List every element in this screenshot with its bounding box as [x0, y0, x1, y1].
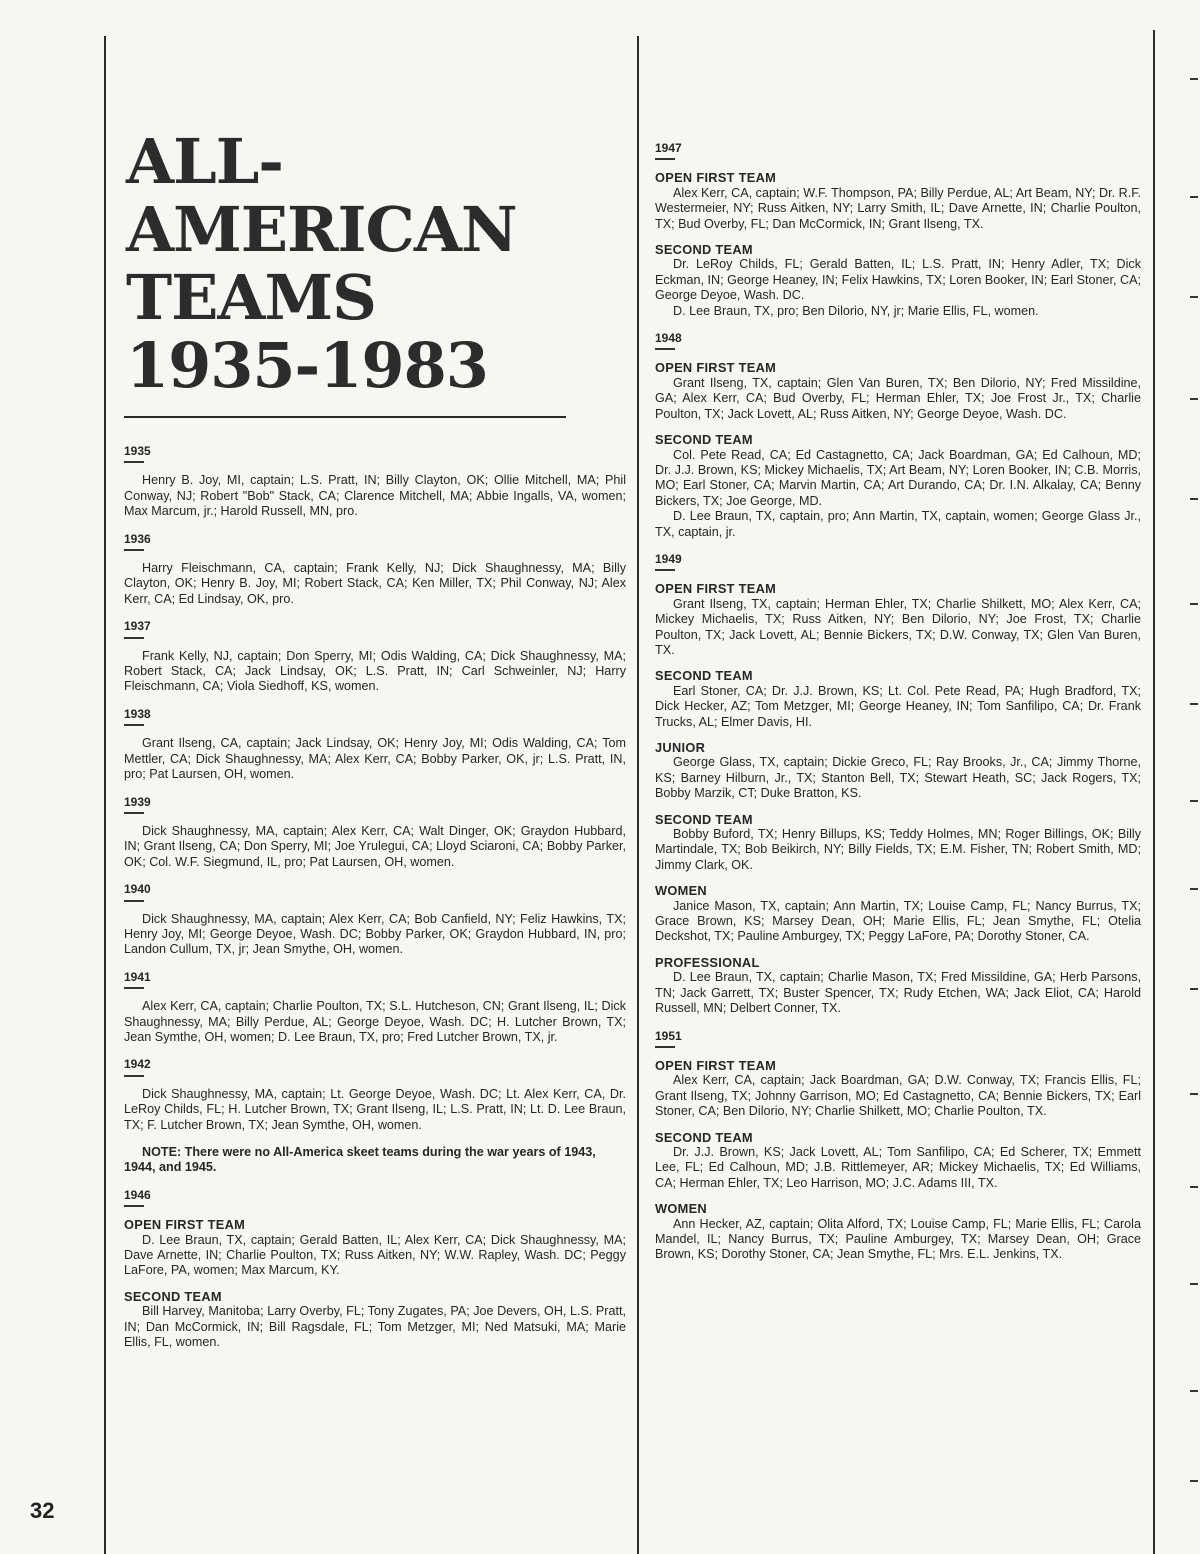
roster-text: Alex Kerr, CA, captain; W.F. Thompson, PA; Billy Perdue, AL; Art Beam, NY; Dr. R.F. Westermeier, NY; Russ Aitken, NY; Larry Smith, IL; Dave Arnette, IN; Charlie Poulton, TX; Bud Overby, FL; Dan McCormick, IN; Grant Ilseng, TX.	[655, 185, 1141, 231]
roster-text: Henry B. Joy, MI, captain; L.S. Pratt, IN; Billy Clayton, OK; Ollie Mitchell, MA; Phil Conway, NJ; Robert "Bob" Stack, CA; Clarence Mitchell, MA; Abbie Ingalls, VA, women; Max Marcum, jr.; Harold Russell, MN, pro.	[124, 473, 626, 519]
page-number: 32	[30, 1498, 55, 1523]
team-heading: OPEN FIRST TEAM	[655, 360, 777, 376]
edge-mark	[1190, 603, 1198, 605]
roster-text: Col. Pete Read, CA; Ed Castagnetto, CA; Jack Boardman, GA; Ed Calhoun, MD; Dr. J.J. Brown, KS; Mickey Michaelis, TX; Art Beam, NY; Loren Booker, IN; C.B. Morris, MO; Earl Stoner, CA; Marvin Martin, CA; Art Durando, CA; Dr. I.N. Alkalay, CA; Benny Bickers, TX; Joe George, MD.	[655, 447, 1141, 508]
year-heading: 1947	[655, 141, 682, 160]
title-line: AMERICAN	[126, 193, 517, 266]
year-section	[124, 619, 626, 695]
column-divider-rule	[637, 36, 639, 1554]
roster-text: Grant Ilseng, CA, captain; Jack Lindsay, OK; Henry Joy, MI; Odis Walding, CA; Tom Mettler, CA; Dick Shaughnessy, MA; Alex Kerr, CA; Bobby Parker, OK, jr; L.S. Pratt, IN, pro; Pat Laursen, OH, women.	[124, 736, 626, 782]
roster-text: Dick Shaughnessy, MA, captain; Lt. George Deyoe, Wash. DC; Lt. Alex Kerr, CA, Dr. LeRoy Childs, FL; H. Lutcher Brown, TX; Grant Ilseng, IL; L.S. Pratt, IN; Lt. D. Lee Braun, TX; F. Lutcher Brown, TX; Jean Symthe, OH, women.	[124, 1086, 626, 1132]
year-section	[655, 331, 1141, 540]
roster-text: Janice Mason, TX, captain; Ann Martin, TX; Louise Camp, FL; Nancy Burrus, TX; Grace Brown, KS; Marsey Dean, OH; Marie Ellis, FL; Jean Smythe, FL; Otelia Deckshot, TX; Pauline Amburgey, TX; Peggy LaFore, PA; Dorothy Stoner, CA.	[655, 898, 1141, 944]
roster-text: Grant Ilseng, TX, captain; Glen Van Buren, TX; Ben Dilorio, NY; Fred Missildine, GA; Alex Kerr, CA; Bud Overby, FL; Herman Ehler, TX; Joe Frost Jr., TX; Charlie Poulton, TX; Jack Lovett, AL; Russ Aitken, NY; George Deyoe, Wash. DC.	[655, 375, 1141, 421]
team-section	[655, 1058, 1141, 1120]
year-section	[655, 141, 1141, 319]
team-heading: PROFESSIONAL	[655, 954, 760, 970]
roster-text: Alex Kerr, CA, captain; Charlie Poulton, TX; S.L. Hutcheson, CN; Grant Ilseng, IL; Dick Shaughnessy, MA; Billy Perdue, AL; George Deyoe, Wash. DC; H. Lutcher Brown, TX; Jean Symthe, OH, women; D. Lee Braun, TX, pro; Fred Lutcher Brown, TX, jr.	[124, 999, 626, 1044]
year-heading: 1948	[655, 331, 682, 350]
edge-mark	[1190, 1186, 1198, 1188]
year-heading: 1941	[124, 970, 151, 989]
roster-text: Dick Shaughnessy, MA, captain; Alex Kerr, CA; Bob Canfield, NY; Feliz Hawkins, TX; Henry Joy, MI; George Deyoe, Wash. DC; Bobby Parker, OK; Graydon Hubbard, IN, pro; Landon Cullum, TX, jr; Jean Smythe, OH, women.	[124, 911, 626, 957]
team-heading: SECOND TEAM	[655, 432, 753, 448]
edge-mark	[1190, 1480, 1198, 1482]
war-years-note: NOTE: There were no All-America skeet teams during the war years of 1943, 1944, and 1945.	[124, 1145, 596, 1175]
page-title	[126, 125, 566, 402]
team-heading: WOMEN	[655, 883, 707, 899]
roster-text: Alex Kerr, CA, captain; Jack Boardman, GA; D.W. Conway, TX; Francis Ellis, FL; Grant Ilseng, TX; Johnny Garrison, MO; Ed Castagnetto, CA; Bennie Bickers, TX; Earl Stoner, CA; Ben Dilorio, NY; Charlie Shilkett, MO; Charlie Poulton, TX.	[655, 1073, 1141, 1119]
edge-mark	[1190, 296, 1198, 298]
roster-text: Harry Fleischmann, CA, captain; Frank Kelly, NJ; Dick Shaughnessy, MA; Billy Clayton, OK; Henry B. Joy, MI; Robert Stack, CA; Ken Miller, TX; Phil Conway, NJ; Alex Kerr, CA; Ed Lindsay, OK, pro.	[124, 561, 626, 606]
year-section	[124, 532, 626, 608]
team-heading: OPEN FIRST TEAM	[655, 170, 777, 186]
team-section	[655, 740, 1141, 802]
roster-text: Dick Shaughnessy, MA, captain; Alex Kerr, CA; Walt Dinger, OK; Graydon Hubbard, IN; Grant Ilseng, CA; Don Sperry, MI; Joe Yrulegui, CA; Lloyd Sciaroni, CA; Bobby Parker, OK; Col. W.F. Siegmund, IL, pro; Pat Laursen, OH, women.	[124, 823, 626, 869]
edge-mark	[1190, 398, 1198, 400]
team-heading: WOMEN	[655, 1201, 707, 1217]
team-section	[655, 883, 1141, 945]
year-section	[124, 444, 626, 520]
team-section	[124, 649, 626, 695]
team-heading: OPEN FIRST TEAM	[655, 581, 777, 597]
year-section	[124, 1188, 626, 1351]
year-heading: 1940	[124, 882, 151, 901]
team-heading: OPEN FIRST TEAM	[124, 1217, 246, 1233]
edge-mark	[1190, 78, 1198, 80]
year-section	[124, 1057, 626, 1133]
team-section	[124, 912, 626, 958]
team-heading: OPEN FIRST TEAM	[655, 1057, 777, 1073]
title-line: 1935-1983	[126, 329, 488, 402]
team-section	[124, 1217, 626, 1279]
year-section	[655, 552, 1141, 1017]
year-heading: 1938	[124, 707, 151, 726]
right-margin-rule	[1153, 30, 1155, 1554]
team-section	[124, 999, 626, 1045]
roster-text: Ann Hecker, AZ, captain; Olita Alford, TX; Louise Camp, FL; Marie Ellis, FL; Carola Mandel, IL; Nancy Burrus, TX; Pauline Amburgey, TX; Marsey Dean, OH; Grace Brown, KS; Dorothy Stoner, CA; Jean Smythe, FL; Mrs. E.L. Jenkins, TX.	[655, 1216, 1141, 1262]
edge-mark	[1190, 1093, 1198, 1095]
left-column	[124, 444, 626, 1362]
team-section	[655, 668, 1141, 730]
year-section	[124, 882, 626, 958]
roster-text: Bobby Buford, TX; Henry Billups, KS; Teddy Holmes, MN; Roger Billings, OK; Billy Martindale, TX; Bob Beikirch, NY; Billy Fields, TX; E.M. Fisher, TN; Robert Smith, MD; Jimmy Clark, OK.	[655, 827, 1141, 872]
roster-text: D. Lee Braun, TX, captain; Charlie Mason, TX; Fred Missildine, GA; Herb Parsons, TN; Jack Garrett, TX; Buster Spencer, TX; Rudy Etchen, WA; Jack Eliot, CA; Harold Russell, MN; Delbert Conner, TX.	[655, 970, 1141, 1016]
year-heading: 1935	[124, 444, 151, 463]
year-heading: 1937	[124, 619, 151, 638]
year-section	[124, 707, 626, 783]
team-section	[655, 1201, 1141, 1263]
team-heading: SECOND TEAM	[124, 1288, 222, 1304]
roster-text: Bill Harvey, Manitoba; Larry Overby, FL; Tony Zugates, PA; Joe Devers, OH, L.S. Pratt, IN; Dan McCormick, IN; Bill Ragsdale, FL; Tom Metzger, MI; Ned Matsuki, MA; Marie Ellis, FL, women.	[124, 1304, 626, 1350]
edge-mark	[1190, 1390, 1198, 1392]
year-heading: 1949	[655, 552, 682, 571]
roster-text: D. Lee Braun, TX, captain; Gerald Batten, IL; Alex Kerr, CA; Dick Shaughnessy, MA; Dave Arnette, IN; Charlie Poulton, TX; Russ Aitken, NY; W.W. Rapley, Wash. DC; Peggy LaFore, PA, women; Max Marcum, KY.	[124, 1232, 626, 1278]
edge-mark	[1190, 498, 1198, 500]
team-section	[655, 170, 1141, 232]
left-margin-rule	[104, 36, 106, 1554]
year-heading: 1946	[124, 1188, 151, 1207]
team-section	[124, 736, 626, 782]
edge-mark	[1190, 1283, 1198, 1285]
year-heading: 1936	[124, 532, 151, 551]
edge-mark	[1190, 800, 1198, 802]
team-heading: SECOND TEAM	[655, 1129, 753, 1145]
roster-text: Dr. J.J. Brown, KS; Jack Lovett, AL; Tom Sanfilipo, CA; Ed Scherer, TX; Emmett Lee, FL; Ed Calhoun, MD; J.B. Rittlemeyer, AR; Mickey Michaelis, TX; Ed Williams, CA; Herman Ehler, TX; Leo Harrison, MO; J.C. Adams III, TX.	[655, 1144, 1141, 1190]
team-section	[124, 1087, 626, 1133]
roster-text: Dr. LeRoy Childs, FL; Gerald Batten, IL; L.S. Pratt, IN; Henry Adler, TX; Dick Eckman, IN; George Heaney, IN; Felix Hawkins, TX; Loren Booker, IN; Earl Stoner, CA; George Deyoe, Wash. DC.	[655, 257, 1141, 303]
roster-text: Frank Kelly, NJ, captain; Don Sperry, MI; Odis Walding, CA; Dick Shaughnessy, MA; Robert Stack, CA; Jack Lindsay, OK; L.S. Pratt, IN; Carl Schweinler, NJ; Harry Fleischmann, CA; Viola Siedhoff, KS, women.	[124, 648, 626, 694]
roster-text: D. Lee Braun, TX, pro; Ben Dilorio, NY, jr; Marie Ellis, FL, women.	[673, 303, 1039, 318]
team-section	[124, 824, 626, 870]
team-section	[655, 812, 1141, 874]
edge-mark	[1190, 703, 1198, 705]
edge-mark	[1190, 196, 1198, 198]
year-section	[124, 795, 626, 871]
team-section	[655, 581, 1141, 658]
team-section	[124, 473, 626, 519]
title-line: ALL-	[126, 125, 284, 198]
team-heading: JUNIOR	[655, 740, 706, 755]
year-heading: 1939	[124, 795, 151, 814]
year-heading: 1951	[655, 1029, 682, 1048]
team-section	[655, 955, 1141, 1017]
roster-text: George Glass, TX, captain; Dickie Greco, FL; Ray Brooks, Jr., CA; Jimmy Thorne, KS; Barney Hilburn, Jr., TX; Stanton Bell, TX; Stewart Heath, SC; Jack Rogers, TX; Bobby Marzik, CT; Duke Bratton, KS.	[655, 755, 1141, 801]
title-line: TEAMS	[126, 261, 376, 334]
team-section	[655, 360, 1141, 422]
year-section	[124, 970, 626, 1046]
edge-mark	[1190, 888, 1198, 890]
team-heading: SECOND TEAM	[655, 242, 753, 258]
title-underline	[124, 416, 566, 418]
team-section	[655, 432, 1141, 540]
team-section	[124, 561, 626, 607]
right-column	[655, 141, 1141, 1275]
team-heading: SECOND TEAM	[655, 811, 753, 827]
year-heading: 1942	[124, 1057, 151, 1076]
year-section	[655, 1029, 1141, 1263]
roster-text: Grant Ilseng, TX, captain; Herman Ehler, TX; Charlie Shilkett, MO; Alex Kerr, CA; Mickey Michaelis, TX; Russ Aitken, NY; Ben Dilorio, NY; Joe Frost, TX; Charlie Poulton, TX; Jack Lovett, AL; Bennie Bickers, TX; D.W. Conway, TX; Glen Van Buren, TX.	[655, 596, 1141, 657]
roster-text: Earl Stoner, CA; Dr. J.J. Brown, KS; Lt. Col. Pete Read, PA; Hugh Bradford, TX; Dick Hecker, AZ; Tom Metzger, MI; George Heaney, IN; Tom Sanfilipo, CA; Dr. Frank Trucks, AL; Elmer Davis, HI.	[655, 683, 1141, 729]
roster-text: D. Lee Braun, TX, captain, pro; Ann Martin, TX, captain, women; George Glass Jr., TX, captain, jr.	[655, 509, 1141, 539]
team-heading: SECOND TEAM	[655, 668, 753, 684]
edge-mark	[1190, 988, 1198, 990]
team-section	[655, 242, 1141, 319]
team-section	[124, 1289, 626, 1351]
team-section	[655, 1130, 1141, 1192]
